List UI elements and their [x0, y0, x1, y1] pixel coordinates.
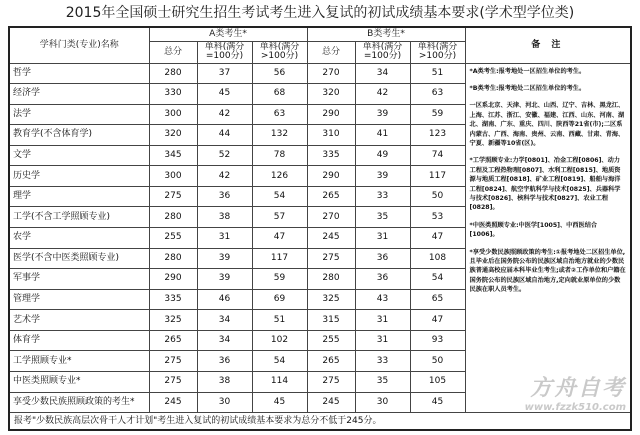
score-b-single-100: 39: [355, 166, 410, 187]
footer-row: [9, 413, 631, 430]
score-b-total: 245: [307, 228, 355, 249]
score-a-total: 300: [149, 166, 197, 187]
score-b-total: 325: [307, 289, 355, 310]
note-item: *中医类照顾专业:中医学[1005]、中西医结合[1006]。: [469, 221, 598, 239]
subject-name: 经济学: [9, 84, 149, 105]
score-a-single-gt100: 68: [252, 84, 307, 105]
score-a-single-100: 38: [197, 207, 252, 228]
score-a-single-gt100: 126: [252, 166, 307, 187]
score-table: [8, 26, 632, 431]
score-a-single-100: 44: [197, 125, 252, 146]
score-b-single-gt100: 53: [410, 207, 465, 228]
score-b-total: 315: [307, 310, 355, 331]
score-b-single-100: 36: [355, 269, 410, 290]
score-a-single-gt100: 69: [252, 289, 307, 310]
score-a-single-gt100: 54: [252, 351, 307, 372]
score-a-single-gt100: 57: [252, 207, 307, 228]
score-b-total: 270: [307, 63, 355, 84]
a-single-100-header: 单科(满分=100分): [197, 41, 252, 63]
score-a-single-100: 52: [197, 145, 252, 166]
score-b-single-100: 33: [355, 351, 410, 372]
subject-name: 哲学: [9, 63, 149, 84]
score-a-single-gt100: 102: [252, 330, 307, 351]
score-a-single-100: 39: [197, 248, 252, 269]
score-b-single-gt100: 117: [410, 166, 465, 187]
score-a-single-gt100: 54: [252, 186, 307, 207]
table-row: [9, 63, 631, 84]
score-b-total: 275: [307, 248, 355, 269]
score-b-single-gt100: 47: [410, 310, 465, 331]
note-item: *B类考生:报考地处二区招生单位的考生。: [469, 84, 586, 92]
score-b-single-gt100: 74: [410, 145, 465, 166]
score-b-total: 275: [307, 371, 355, 392]
score-a-single-100: 42: [197, 166, 252, 187]
score-b-single-100: 49: [355, 145, 410, 166]
score-a-single-100: 46: [197, 289, 252, 310]
a-single-gt100-header: 单科(满分>100分): [252, 41, 307, 63]
score-a-single-100: 34: [197, 310, 252, 331]
score-b-single-100: 35: [355, 207, 410, 228]
score-a-single-gt100: 78: [252, 145, 307, 166]
score-a-single-100: 38: [197, 371, 252, 392]
score-b-total: 335: [307, 145, 355, 166]
score-a-single-gt100: 51: [252, 310, 307, 331]
subject-name: 中医类照顾专业*: [9, 371, 149, 392]
score-b-single-gt100: 65: [410, 289, 465, 310]
score-b-single-100: 35: [355, 371, 410, 392]
score-a-single-100: 37: [197, 63, 252, 84]
a-total-header: 总分: [149, 41, 197, 63]
group-b-header: B类考生*: [307, 27, 465, 41]
score-b-single-100: 34: [355, 63, 410, 84]
score-a-single-100: 30: [197, 392, 252, 413]
footer-note: 报考"少数民族高层次骨干人才计划"考生进入复试的初试成绩基本要求为总分不低于245分。: [9, 413, 631, 430]
score-a-total: 325: [149, 310, 197, 331]
page-title: 2015年全国硕士研究生招生考试考生进入复试的初试成绩基本要求(学术型学位类): [65, 5, 575, 21]
subject-name: 文学: [9, 145, 149, 166]
score-a-single-gt100: 56: [252, 63, 307, 84]
score-a-single-100: 34: [197, 330, 252, 351]
score-a-single-100: 31: [197, 228, 252, 249]
score-b-single-100: 33: [355, 186, 410, 207]
subject-name: 工学照顾专业*: [9, 351, 149, 372]
subject-name: 法学: [9, 104, 149, 125]
score-b-single-gt100: 50: [410, 186, 465, 207]
score-a-single-gt100: 117: [252, 248, 307, 269]
score-b-total: 265: [307, 351, 355, 372]
notes-header: 备 注: [465, 27, 631, 63]
score-a-total: 330: [149, 84, 197, 105]
score-a-single-100: 39: [197, 269, 252, 290]
score-b-single-gt100: 63: [410, 84, 465, 105]
score-a-single-100: 45: [197, 84, 252, 105]
score-b-single-100: 39: [355, 104, 410, 125]
score-a-total: 280: [149, 248, 197, 269]
score-b-total: 320: [307, 84, 355, 105]
score-b-total: 280: [307, 269, 355, 290]
score-a-single-100: 36: [197, 186, 252, 207]
score-b-single-gt100: 108: [410, 248, 465, 269]
score-a-total: 320: [149, 125, 197, 146]
score-b-single-gt100: 93: [410, 330, 465, 351]
note-item: *享受少数民族照顾政策的考生:①报考地处二区招生单位,且毕业后在国务院公布的民族区域自治地方就业的少数民族普通高校应届本科毕业生考生;或者②工作单位和户籍在国务院公布的民族区域自治地方,定向就业原单位的少数民族在职人员考生。: [469, 248, 626, 294]
score-a-total: 275: [149, 371, 197, 392]
subject-name: 农学: [9, 228, 149, 249]
score-a-total: 275: [149, 186, 197, 207]
subject-name: 工学(不含工学照顾专业): [9, 207, 149, 228]
watermark-logo-text: 方舟自考: [529, 376, 626, 401]
watermark-url: www.fzzk510.com: [524, 402, 626, 413]
score-a-single-gt100: 132: [252, 125, 307, 146]
subject-name: 艺术学: [9, 310, 149, 331]
score-b-single-gt100: 105: [410, 371, 465, 392]
score-b-total: 255: [307, 330, 355, 351]
subject-name: 管理学: [9, 289, 149, 310]
b-total-header: 总分: [307, 41, 355, 63]
score-b-total: 290: [307, 166, 355, 187]
score-b-single-gt100: 123: [410, 125, 465, 146]
score-a-single-gt100: 47: [252, 228, 307, 249]
score-a-single-gt100: 59: [252, 269, 307, 290]
score-a-single-gt100: 45: [252, 392, 307, 413]
score-b-single-gt100: 50: [410, 351, 465, 372]
subject-name: 历史学: [9, 166, 149, 187]
score-a-total: 265: [149, 330, 197, 351]
score-b-single-gt100: 54: [410, 269, 465, 290]
subject-name: 享受少数民族照顾政策的考生*: [9, 392, 149, 413]
subject-name: 医学(不含中医类照顾专业): [9, 248, 149, 269]
score-b-total: 270: [307, 207, 355, 228]
score-a-total: 280: [149, 63, 197, 84]
score-b-single-gt100: 47: [410, 228, 465, 249]
subject-name: 军事学: [9, 269, 149, 290]
score-b-total: 290: [307, 104, 355, 125]
b-single-gt100-header: 单科(满分>100分): [410, 41, 465, 63]
score-b-single-100: 31: [355, 330, 410, 351]
subject-column-header: 学科门类(专业)名称: [9, 27, 149, 63]
group-a-header: A类考生*: [149, 27, 307, 41]
score-b-single-gt100: 51: [410, 63, 465, 84]
score-a-total: 290: [149, 269, 197, 290]
score-a-total: 275: [149, 351, 197, 372]
score-b-total: 310: [307, 125, 355, 146]
score-b-single-100: 31: [355, 310, 410, 331]
score-a-total: 280: [149, 207, 197, 228]
score-b-single-100: 31: [355, 228, 410, 249]
score-b-single-100: 43: [355, 289, 410, 310]
note-item: *工学照顾专业:力学[0801]、冶金工程[0806]、动力工程及工程热物理[0807]、水利工程[0815]、地质资源与地质工程[0818]、矿业工程[0819]、船舶与海洋工程[0824]、航空宇航科学与技术[0825]、兵器科学与技术[0826]、核科学与技术[0827]、农业工程[0828]。: [469, 157, 621, 212]
b-single-100-header: 单科(满分=100分): [355, 41, 410, 63]
score-b-single-100: 30: [355, 392, 410, 413]
score-a-single-gt100: 114: [252, 371, 307, 392]
score-a-single-100: 42: [197, 104, 252, 125]
score-b-single-gt100: 45: [410, 392, 465, 413]
note-item: *A类考生:报考地处一区招生单位的考生。: [469, 67, 586, 75]
score-a-total: 255: [149, 228, 197, 249]
subject-name: 理学: [9, 186, 149, 207]
score-b-single-gt100: 59: [410, 104, 465, 125]
score-a-total: 345: [149, 145, 197, 166]
score-b-total: 265: [307, 186, 355, 207]
note-item: 一区系北京、天津、河北、山西、辽宁、吉林、黑龙江、上海、江苏、浙江、安徽、福建、江西、山东、河南、湖北、湖南、广东、重庆、四川、陕西等21省(市);二区系内蒙古、广西、海南、贵州、云南、西藏、甘肃、青海、宁夏、新疆等10省(区)。: [469, 102, 625, 147]
score-a-total: 300: [149, 104, 197, 125]
score-a-single-100: 36: [197, 351, 252, 372]
score-b-single-100: 36: [355, 248, 410, 269]
score-a-single-gt100: 63: [252, 104, 307, 125]
notes-cell: [465, 63, 631, 413]
score-b-single-100: 42: [355, 84, 410, 105]
subject-name: 体育学: [9, 330, 149, 351]
score-a-total: 335: [149, 289, 197, 310]
subject-name: 教育学(不含体育学): [9, 125, 149, 146]
table-body: [9, 63, 631, 430]
score-b-total: 245: [307, 392, 355, 413]
score-a-total: 245: [149, 392, 197, 413]
score-b-single-100: 41: [355, 125, 410, 146]
